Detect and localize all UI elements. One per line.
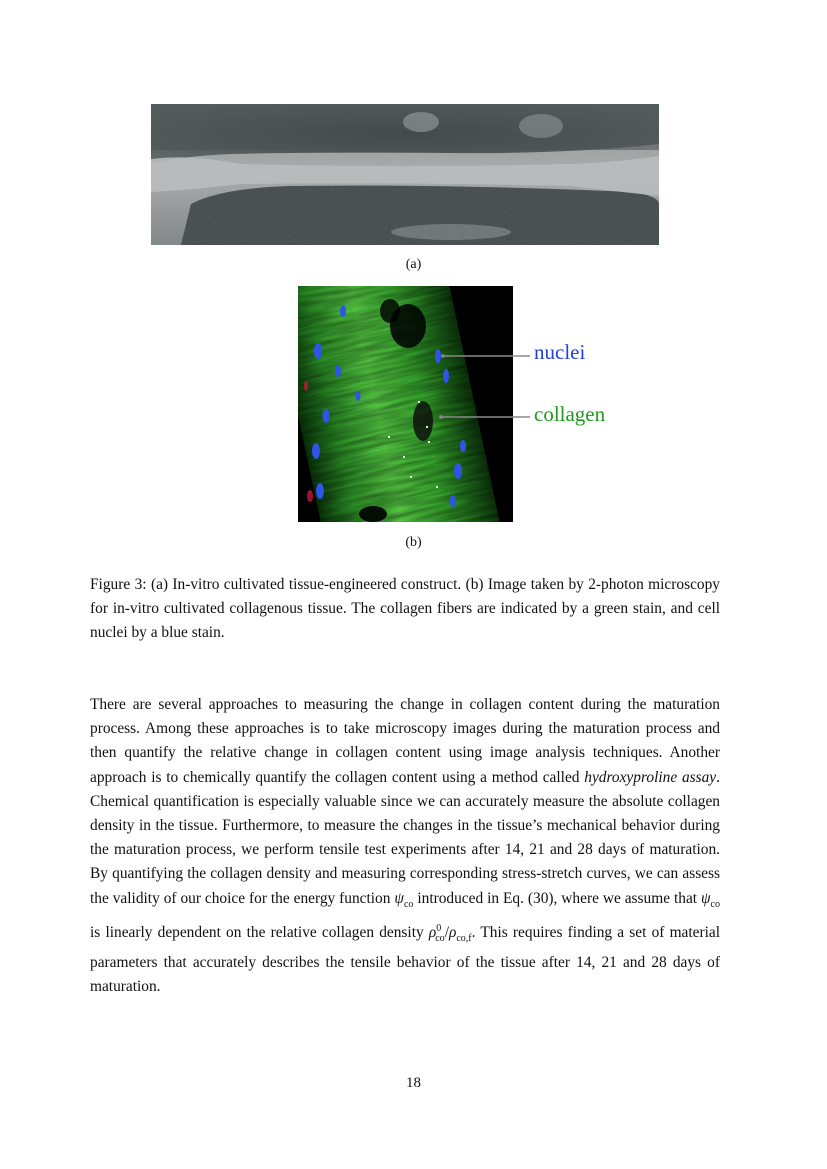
- panel-a-label: (a): [405, 257, 422, 272]
- body-text-segment: is linearly dependent on the relative collagen density: [90, 923, 429, 941]
- body-text-segment: introduced in Eq. (30), where we assume that: [413, 889, 701, 907]
- nuclei-label: nuclei: [534, 340, 586, 364]
- construct-photo: [151, 104, 659, 245]
- nuclei-leader-dot: [441, 354, 445, 358]
- figure-caption: [90, 573, 720, 645]
- body-paragraph: [90, 693, 720, 1000]
- figure-caption-prefix: Figure 3:: [90, 576, 147, 593]
- psi-co-symbol: $\psi_{co}$: [394, 889, 414, 910]
- panel-b-label: (b): [405, 535, 422, 550]
- body-text-segment: . Chemical quantification is especially valuable since we can accurately measure the absolute collagen density in the tissue. Furthermore, to measure the changes in the tissue’s mechanical behavior during the maturation process, we perform tensile test experiments after 14, 21 and 28 days of maturation. By quantifying the collagen density and measuring corresponding stress-stretch curves, we can assess the validity of our choice for the energy function: [90, 768, 721, 907]
- callout-leader-lines: [298, 286, 538, 522]
- collagen-leader-dot: [439, 415, 443, 419]
- collagen-label: collagen: [534, 402, 606, 426]
- page-number: 18: [406, 1075, 421, 1091]
- figure-caption-text: (a) In-vitro cultivated tissue-engineered construct. (b) Image taken by 2-photon microscopy for in-vitro cultivated collagenous tissue. The collagen fibers are indicated by a green stain, and cell nuclei by a blue stain.: [90, 576, 720, 641]
- density-ratio-symbol: $\rho^0_{co}/\rho_{co,f}$: [428, 922, 472, 944]
- construct-photo-drawing: [151, 104, 659, 245]
- body-text-segment: There are several approaches to measuring the change in collagen content during the maturation process. Among these approaches is to take microscopy images during the maturation process and then quantify the relative change in collagen content using image analysis techniques. Another approach is to chemically quantify the collagen content using a method called: [90, 696, 720, 786]
- psi-co-symbol: $\psi_{co}$: [700, 889, 720, 910]
- body-text-segment: . This requires finding a set of material parameters that accurately describes the tensile behavior of the tissue after 14, 21 and 28 days of maturation.: [90, 923, 720, 996]
- body-text-emphasis: hydroxyproline assay: [584, 768, 717, 786]
